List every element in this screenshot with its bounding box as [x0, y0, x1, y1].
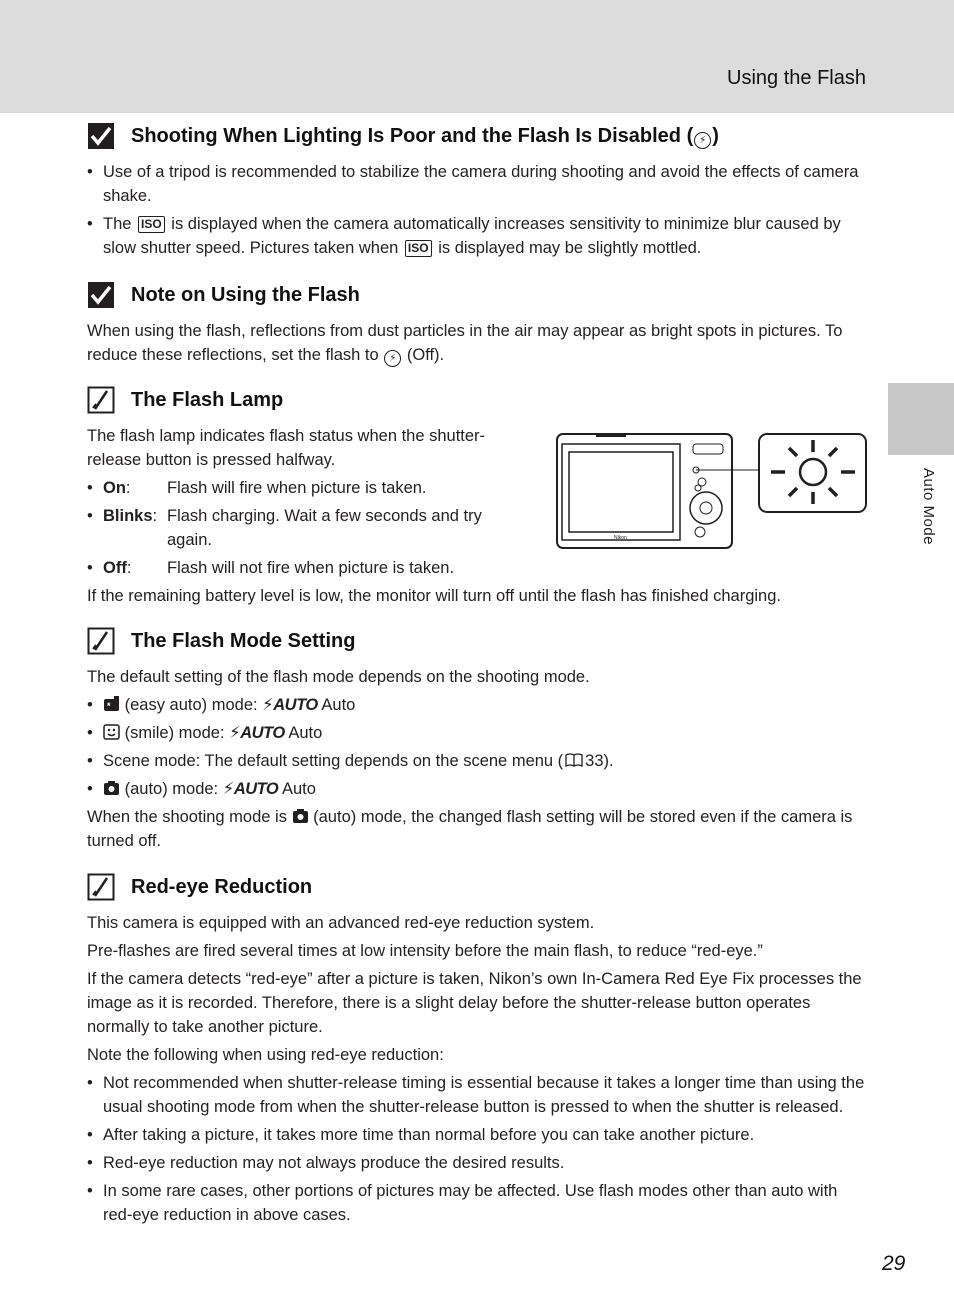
- list-item: • (auto) mode: ⚡AUTO Auto: [87, 777, 867, 801]
- flash-off-icon: ⚡: [694, 132, 711, 149]
- paragraph: The flash lamp indicates flash status when the shutter-release button is pressed halfway.: [87, 427, 486, 469]
- pencil-note-icon: [87, 386, 115, 414]
- paragraph: The default setting of the flash mode depends on the shooting mode.: [87, 668, 590, 686]
- list-item: • Blinks: Flash charging. Wait a few seconds and try again.: [87, 504, 517, 552]
- camera-back-icon: [556, 432, 868, 552]
- section-title: Note on Using the Flash: [131, 284, 360, 306]
- page-header-title: Using the Flash: [727, 67, 866, 89]
- list-item: • After taking a picture, it takes more time than normal before you can take another picture.: [87, 1123, 867, 1147]
- section-note-flash: [87, 281, 867, 371]
- section-poor-light: [87, 122, 867, 264]
- list-item: • Use of a tripod is recommended to stabilize the camera during shooting and avoid the effects of camera shake.: [87, 160, 867, 208]
- pencil-note-icon: [87, 627, 115, 655]
- header-band: [0, 0, 954, 113]
- section-red-eye: [87, 873, 867, 1231]
- camera-brand-label: Nikon: [614, 535, 627, 541]
- list-item: • (smile) mode: ⚡AUTO Auto: [87, 721, 867, 745]
- paragraph: When using the flash, reflections from dust particles in the air may appear as bright spots in pictures. To reduce these reflections, set the flash to ⚡ (Off).: [87, 319, 867, 367]
- section-flash-mode: [87, 627, 867, 857]
- page-number: 29: [882, 1252, 906, 1275]
- list-item: • On: Flash will fire when picture is taken.: [87, 476, 517, 500]
- section-title: Red-eye Reduction: [131, 876, 313, 898]
- auto-mode-camera-icon: [103, 780, 120, 796]
- list-item: • Red-eye reduction may not always produce the desired results.: [87, 1151, 867, 1175]
- list-item: • * (easy auto) mode: ⚡AUTO Auto: [87, 693, 867, 717]
- iso-icon: ISO: [405, 240, 432, 257]
- side-tab-label: Auto Mode: [920, 468, 937, 546]
- camera-flash-lamp-illustration: [556, 432, 868, 552]
- list-item: • Off: Flash will not fire when picture is taken.: [87, 556, 517, 580]
- iso-icon: ISO: [138, 216, 165, 233]
- side-tab: [888, 383, 954, 455]
- flash-auto-icon: ⚡AUTO: [229, 724, 285, 742]
- pencil-note-icon: [87, 873, 115, 901]
- auto-mode-camera-icon: [292, 808, 309, 824]
- list-item: • The ISO is displayed when the camera automatically increases sensitivity to minimize blur caused by slow shutter speed. Pictures taken when ISO is displayed may be slightly mottled.: [87, 212, 867, 260]
- book-reference-icon: [565, 753, 583, 767]
- section-title: Shooting When Lighting Is Poor and the Flash Is Disabled ( ⚡ ): [131, 125, 719, 147]
- list-item: • Scene mode: The default setting depends on the scene menu ( 33).: [87, 749, 867, 773]
- paragraph: This camera is equipped with an advanced red-eye reduction system.: [87, 914, 595, 932]
- paragraph: Pre-flashes are fired several times at low intensity before the main flash, to reduce “red-eye.”: [87, 942, 763, 960]
- flash-off-icon: ⚡: [384, 350, 401, 367]
- paragraph: Note the following when using red-eye reduction:: [87, 1046, 444, 1064]
- flash-auto-icon: ⚡AUTO: [222, 780, 279, 798]
- easy-auto-mode-icon: [103, 696, 120, 712]
- section-title: The Flash Lamp: [131, 389, 284, 411]
- flash-auto-icon: ⚡AUTO: [262, 696, 318, 714]
- checkmark-icon: [87, 122, 115, 150]
- paragraph: If the remaining battery level is low, the monitor will turn off until the flash has finished charging.: [87, 587, 781, 605]
- list-item: • Not recommended when shutter-release timing is essential because it takes a longer time than using the usual shooting mode from when the shutter-release button is pressed to when the shutter is released.: [87, 1071, 867, 1119]
- list-item: • In some rare cases, other portions of pictures may be affected. Use flash modes other than auto with red-eye reduction in above cases.: [87, 1179, 867, 1227]
- paragraph: If the camera detects “red-eye” after a picture is taken, Nikon’s own In-Camera Red Eye Fix processes the image as it is recorded. Therefore, there is a slight delay before the shutter-release button operates normally to take another picture.: [87, 970, 862, 1036]
- svg-text:*: • *: [107, 701, 111, 711]
- checkmark-icon: [87, 281, 115, 309]
- paragraph: When the shooting mode is (auto) mode, the changed flash setting will be stored even if the camera is turned off.: [87, 808, 853, 850]
- section-title: The Flash Mode Setting: [131, 630, 356, 652]
- smile-mode-icon: [103, 724, 120, 740]
